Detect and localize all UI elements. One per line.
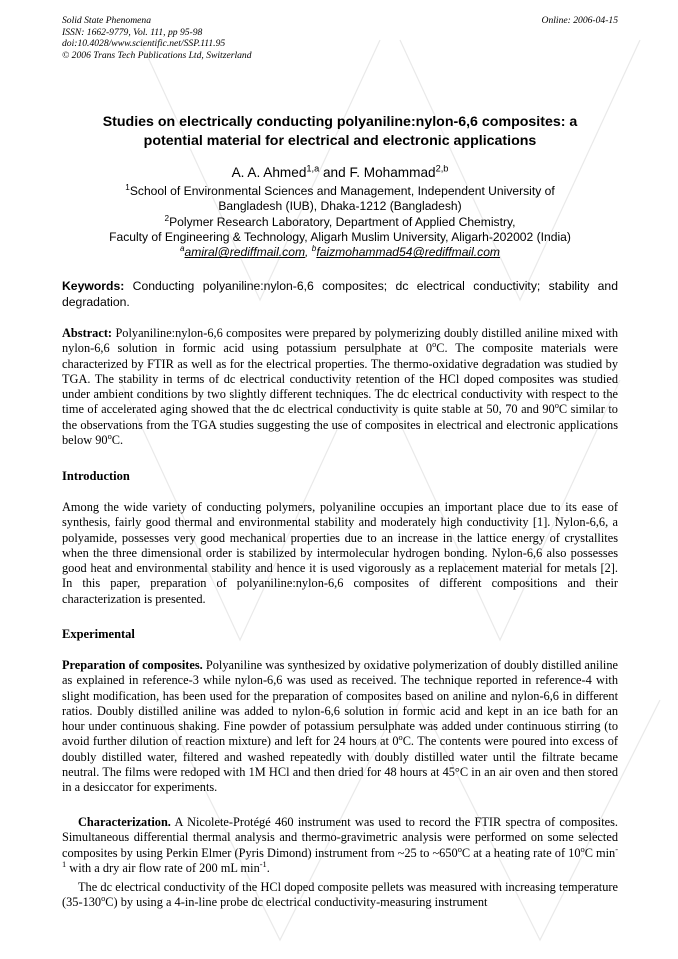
journal-issn: ISSN: 1662-9779, Vol. 111, pp 95-98 [62, 26, 203, 38]
affiliation-2-line-2: Faculty of Engineering & Technology, Aligarh Muslim University, Aligarh-202002 (India) [109, 229, 571, 244]
abstract-text: C similar to the observations from the TGA studies suggesting the use of composites in electrical and electronic applications below 90 [62, 402, 618, 448]
author-1: A. A. Ahmed [231, 165, 307, 180]
characterization-text: . [266, 860, 270, 875]
abstract-text: C. [111, 433, 124, 448]
degree-marker: o [457, 844, 462, 854]
preparation-label: Preparation of composites. [62, 658, 203, 672]
keywords [62, 279, 618, 310]
preparation-paragraph [62, 658, 618, 796]
unit-exponent: -1 [259, 859, 267, 869]
characterization-label: Characterization. [78, 815, 171, 829]
journal-doi: doi:10.4028/www.scientific.net/SSP.111.95 [62, 38, 226, 49]
affiliation-1-line-2: Bangladesh (IUB), Dhaka-1212 (Bangladesh) [218, 199, 462, 214]
characterization-text: C at a heating rate of 10 [461, 845, 581, 860]
email-link-a[interactable]: amiral@rediffmail.com [184, 245, 306, 260]
characterization-text: A Nicolete-Protégé 460 instrument was used to record the FTIR spectra of composites. Simultaneous differential thermal analysis and thermo-gravimetric analysis were performed on some selected composites by using Perkin Elmer (Pyris Dimond) instrument from ~25 to ~650 [62, 815, 618, 860]
author-1-affil: 1,a [306, 163, 320, 174]
email-a-marker: a [179, 244, 185, 254]
degree-marker: o [101, 894, 106, 904]
affiliation-2-line-1 [62, 215, 618, 230]
paper-title [62, 113, 618, 151]
preparation-text: Polyaniline was synthesized by oxidative polymerization of doubly distilled aniline as explained in reference-3 while nylon-6,6 was used as received. The technique reported in reference-4 with slight modification, has been used for the preparation of composites based on aniline and nylon-6,6 in different ratios. Doubly distilled aniline was added to nylon-6,6 solution in formic acid and kept in an ice bath for an hour under continuous shaking. Fine powder of potassium persulphate was added under continuous stirring (to avoid further dilution of reaction mixture) and left for 24 hours at 0 [62, 658, 618, 749]
affiliation-1-line-1 [62, 184, 618, 199]
email-separator: , [305, 245, 312, 260]
affiliation-1-text: School of Environmental Sciences and Management, Independent University of [129, 184, 555, 198]
keywords-label: Keywords: [62, 279, 125, 293]
abstract-text: C. The composite materials were characterized by FTIR as well as for the electrical properties. The thermo-oxidative degradation was studied by TGA. The stability in terms of dc electrical conductivity retention of the HCl doped composites was studied under ambient conditions by two slightly different techniques. The dc electrical conductivity with respect to the time of accelerated aging showed that the dc electrical conductivity is quite stable at 50, 70 and 90 [62, 341, 618, 417]
author-and: and [319, 165, 350, 180]
journal-header [62, 15, 618, 61]
unit-exponent: -1 [62, 844, 619, 869]
degree-marker: o [107, 431, 112, 441]
characterization-paragraph [62, 815, 618, 876]
degree-marker: o [580, 844, 585, 854]
abstract-text: Polyaniline:nylon-6,6 composites were prepared by polymerizing doubly distilled aniline mixed with nylon-6,6 solution in formic acid using potassium persulphate at 0 [62, 326, 618, 356]
preparation-text: C. The contents were poured into excess of doubly distilled water, filtered and washed repeatedly with doubly distilled water until the filtrate became neutral. The films were redoped with 1M HCl and then dried for 48 hours at 45°C in an air oven and then stored in a desiccator for experiments. [62, 734, 619, 795]
abstract [62, 326, 618, 448]
dc-text: The dc electrical conductivity of the HCl doped composite pellets was measured with increasing temperature (35-130 [62, 880, 618, 910]
keywords-text: Conducting polyaniline:nylon-6,6 composites; dc electrical conductivity; stability and degradation. [62, 279, 618, 309]
dc-conductivity-paragraph [62, 880, 618, 911]
affiliation-1-number: 1 [125, 182, 130, 192]
online-date: Online: 2006-04-15 [541, 15, 618, 26]
dc-text: C) by using a 4-in-line probe dc electrical conductivity-measuring instrument [105, 895, 488, 910]
experimental-heading: Experimental [62, 627, 135, 641]
author-emails [62, 245, 618, 260]
abstract-label: Abstract: [62, 326, 113, 340]
author-list [62, 165, 618, 181]
author-2-affil: 2,b [435, 163, 449, 174]
affiliation-2-number: 2 [164, 213, 170, 223]
email-link-b[interactable]: faizmohammad54@rediffmail.com [316, 245, 501, 260]
journal-copyright: © 2006 Trans Tech Publications Ltd, Switzerland [62, 49, 252, 61]
title-line-1: Studies on electrically conducting polyaniline:nylon-6,6 composites: a [102, 114, 578, 130]
degree-marker: o [554, 401, 559, 411]
affiliation-2-text: Polymer Research Laboratory, Department of Applied Chemistry, [169, 214, 516, 229]
introduction-heading: Introduction [62, 469, 130, 483]
author-2: F. Mohammad [349, 165, 436, 180]
degree-marker: o [398, 733, 403, 743]
title-line-2: potential material for electrical and electronic applications [143, 133, 537, 149]
affiliations [62, 184, 618, 260]
journal-name: Solid State Phenomena [62, 15, 151, 26]
characterization-text: C min [584, 845, 616, 860]
email-b-marker: b [311, 244, 317, 254]
introduction-paragraph: Among the wide variety of conducting polymers, polyaniline occupies an important place due to its ease of synthesis, fairly good thermal and environmental stability and moderately high conductivity [1]. Nylon-6,6, a polyamide, possesses very good mechanical properties due to an increase in the lattice energy of crystallites when the three dimensional order is stabilized by intermolecular hydrogen bonding. Nylon-6,6 also possesses good heat and environmental stability and hence it is used vigorously as a replacement material for metals [2]. In this paper, preparation of polyaniline:nylon-6,6 composites of different compositions and their characterization is presented. [62, 500, 618, 606]
degree-marker: o [432, 340, 437, 350]
characterization-text: with a dry air flow rate of 200 mL min [66, 860, 260, 875]
